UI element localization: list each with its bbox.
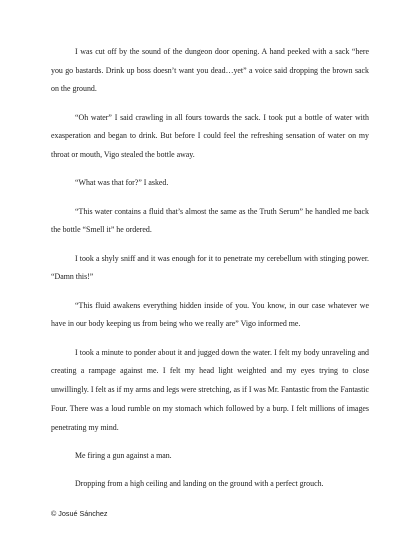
paragraph-5: I took a shyly sniff and it was enough for it to penetrate my cerebellum with stinging power. “Damn this!” [51, 253, 369, 282]
paragraph-1: I was cut off by the sound of the dungeon door opening. A hand peeked with a sack “here you go bastards. Drink up boss doesn’t want you dead…yet” a voice said dropping the brown sack on the ground. [51, 47, 369, 94]
copyright-footer: © Josué Sánchez [51, 509, 108, 518]
paragraph-6: “This fluid awakens everything hidden inside of you. You know, in our case whatever we have in our body keeping us from being who we really are” Vigo informed me. [51, 300, 369, 329]
body-text [51, 43, 369, 503]
paragraph-7: I took a minute to ponder about it and jugged down the water. I felt my body unraveling and creating a rampage against me. I felt my head light weighted and my eyes trying to close unwillingly. I felt as if my arms and legs were stretching, as if I was Mr. Fantastic from the Fantastic Four. There was a loud rumble on my stomach which followed by a burp. I felt millions of images penetrating my mind. [51, 347, 369, 432]
paragraph-3: “What was that for?” I asked. [75, 178, 169, 188]
paragraph-4: “This water contains a fluid that’s almost the same as the Truth Serum” he handled me back the bottle “Smell it” he ordered. [51, 206, 369, 235]
paragraph-8: Me firing a gun against a man. [75, 450, 172, 460]
paragraph-2: “Oh water” I said crawling in all fours towards the sack. I took put a bottle of water with exasperation and began to drink. But before I could feel the refreshing sensation of water on my throat or mouth, Vigo stealed the bottle away. [51, 112, 369, 160]
paragraph-9: Dropping from a high ceiling and landing on the ground with a perfect grouch. [75, 479, 324, 489]
